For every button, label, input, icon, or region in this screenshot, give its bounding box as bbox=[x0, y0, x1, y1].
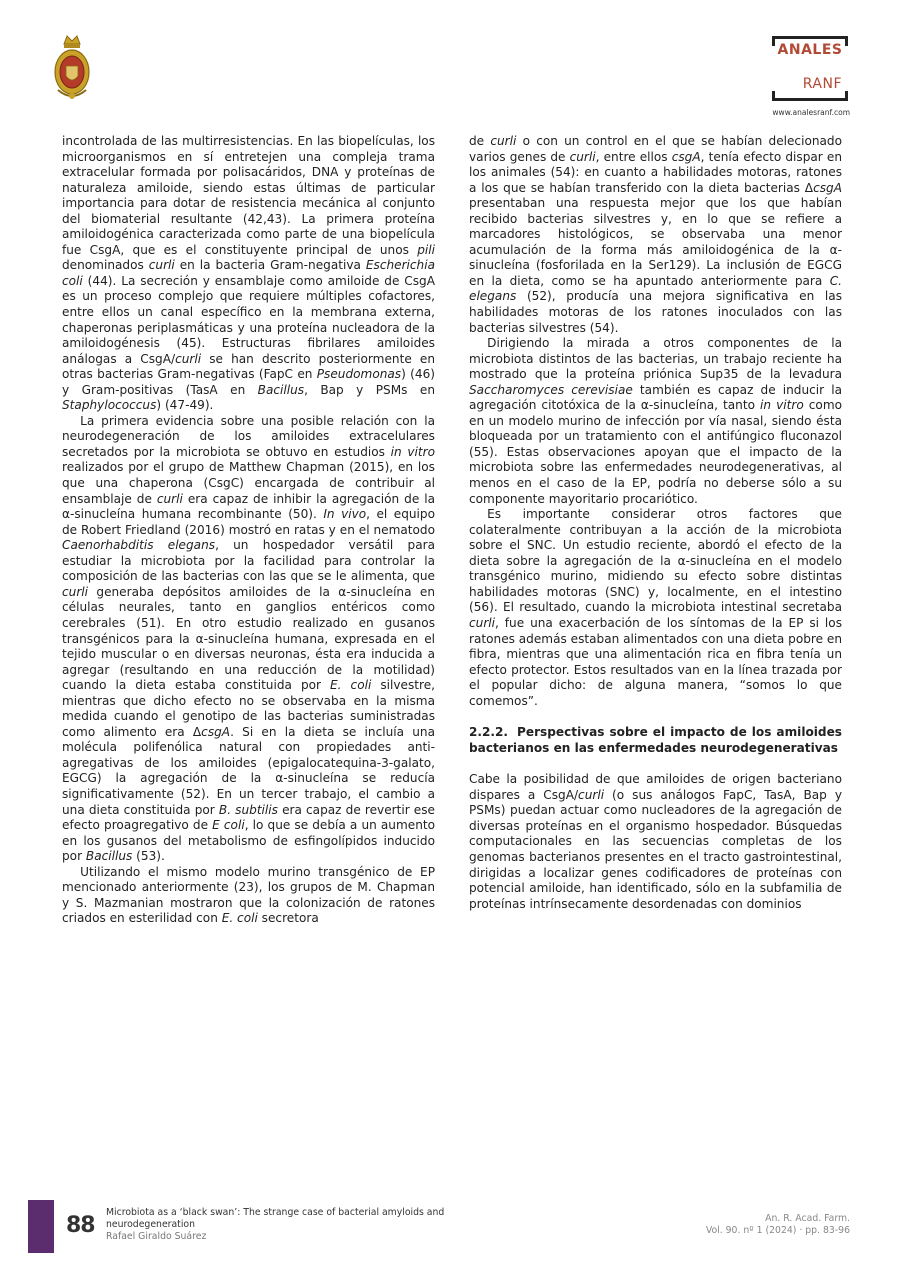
body-paragraph: de curli o con un control en el que se habían delecionado varios genes de curli, entre ellos csgA, tenía efecto dispar en los animales (54): en cuanto a habilidades motoras, ratones a los que se habían transferido con la dieta bacterias ΔcsgA presentaban una respuesta mejor que los que habían recibido bacterias silvestres y, en lo que se refiere a marcadores histológicos, se observaba una menor acumulación de la forma más amiloidogénica de la α-sinucleína (fosforilada en la Ser129). La inclusión de EGCG en la dieta, como se ha apuntado anteriormente para C. elegans (52), producía una mejora significativa en las habilidades motoras de los ratones inoculados con las bacterias silvestres (54). bbox=[469, 134, 842, 335]
website-url: www.analesranf.com bbox=[772, 108, 850, 117]
section-heading bbox=[469, 725, 842, 756]
body-paragraph: La primera evidencia sobre una posible relación con la neurodegeneración de los amiloides extracelulares secretados por la microbiota se obtuvo en estudios in vitro realizados por el grupo de Matthew Chapman (2015), en los que una chaperona (CsgC) encargada de contribuir al ensamblaje de curli era capaz de inhibir la agregación de la α-sinucleína humana recombinante (50). In vivo, el equipo de Robert Friedland (2016) mostró en ratas y en el nematodo Caenorhabditis elegans, un hospedador versátil para estudiar la microbiota por la facilidad para controlar la composición de las bacterias con las que se le alimenta, que curli generaba depósitos amiloides de la α-sinucleína en células neurales, tanto en ganglios entéricos como cerebrales (51). En otro estudio realizado en gusanos transgénicos para la α-sinucleína humana, expresada en el tejido muscular o en diversas neuronas, ésta era inducida a agregar (resultando en una reducción de la motilidad) cuando la dieta estaba constituida por E. coli silvestre, mientras que dicho efecto no se observaba en la misma medida cuando el genotipo de las bacterias suministradas como alimento era ΔcsgA. Si en la dieta se incluía una molécula polifenólica natural con propiedades anti-agregativas de los amiloides (epigalocatequina-3-galato, EGCG) la agregación de la α-sinucleína se reducía significativamente (52). En un tercer trabajo, el cambio a una dieta constituida por B. subtilis era capaz de revertir ese efecto proagregativo de E coli, lo que se debía a un aumento en los gusanos del metabolismo de esfingolípidos inducido por Bacillus (53). bbox=[62, 413, 436, 864]
footer-article-info bbox=[106, 1207, 466, 1243]
footer-author: Rafael Giraldo Suárez bbox=[106, 1231, 207, 1242]
logo-text-anales: ANALES bbox=[777, 42, 843, 58]
anales-ranf-logo bbox=[770, 36, 850, 104]
section-title: Perspectivas sobre el impacto de los amiloides bacterianos en las enfermedades neurodegenerativas bbox=[469, 725, 842, 755]
footer-article-title: Microbiota as a ‘black swan’: The strange case of bacterial amyloids and neurodegeneration bbox=[106, 1207, 445, 1230]
page-number: 88 bbox=[66, 1213, 95, 1238]
body-paragraph: incontrolada de las multirresistencias. En las biopelículas, los microorganismos en sí entretejen una compleja trama extracelular formada por polisacáridos, DNA y proteínas de naturaleza amiloide, siendo estas últimas de particular importancia para dotar de resistencia mecánica al conjunto del biomaterial resultante (42,43). La primera proteína amiloidogénica caracterizada como parte de una biopelícula fue CsgA, que es el constituyente principal de unos pili denominados curli en la bacteria Gram-negativa Escherichia coli (44). La secreción y ensamblaje como amiloide de CsgA es un proceso complejo que requiere múltiples cofactores, entre ellos un canal específico en la membrana externa, chaperonas periplasmáticas y una proteína nucleadora de la amiloidogénesis (45). Estructuras fibrilares amiloides análogas a CsgA/curli se han descrito posteriormente en otras bacterias Gram-negativas (FapC en Pseudomonas) (46) y Gram-positivas (TasA en Bacillus, Bap y PSMs en Staphylococcus) (47-49). bbox=[62, 134, 435, 413]
logo-text-ranf: RANF bbox=[802, 76, 842, 92]
academy-crest-logo bbox=[50, 32, 94, 104]
body-paragraph: Cabe la posibilidad de que amiloides de origen bacteriano dispares a CsgA/curli (o sus análogos FapC, TasA, Bap y PSMs) puedan actuar como nucleadores de la agregación de diversas proteínas en el organismo hospedador. Búsquedas computacionales en las secuencias completas de los genomas bacterianos presentes en el tracto gastrointestinal, dirigidas a localizar genes codificadores de proteínas con potencial amiloide, han identificado, sólo en la subfamilia de proteínas intrínsecamente desordenadas con dominios bbox=[469, 772, 842, 911]
footer-color-bar bbox=[28, 1200, 54, 1253]
right-column-paragraphs bbox=[469, 134, 842, 709]
right-column-paragraphs-after bbox=[469, 772, 842, 912]
footer-journal-info bbox=[706, 1213, 850, 1237]
body-paragraph: Dirigiendo la mirada a otros componentes de la microbiota distintos de las bacterias, un trabajo reciente ha mostrado que la proteína priónica Sup35 de la levadura Saccharomyces cerevisiae también es capaz de inducir la agregación citotóxica de la α-sinucleína, tanto in vitro como en un modelo murino de infección por vía nasal, siendo ésta bloqueada por un tratamiento con el antifúngico fluconazol (55). Estas observaciones apoyan que el impacto de la microbiota sobre las enfermedades neurodegenerativas, al menos en el caso de la EP, podría no deberse sólo a su componente mayoritario procariótico. bbox=[469, 336, 843, 506]
section-number: 2.2.2. bbox=[469, 725, 509, 740]
right-text-column bbox=[469, 134, 842, 912]
body-paragraph: Utilizando el mismo modelo murino transgénico de EP mencionado anteriormente (23), los grupos de M. Chapman y S. Mazmanian mostraron que la colonización de ratones criados en esterilidad con E. coli secretora bbox=[62, 864, 435, 926]
footer-volume: Vol. 90. nº 1 (2024) · pp. 83-96 bbox=[705, 1225, 850, 1236]
left-text-column bbox=[62, 134, 435, 927]
footer-journal: An. R. Acad. Farm. bbox=[765, 1213, 850, 1224]
body-paragraph: Es importante considerar otros factores que colateralmente contribuyan a la acción de la microbiota sobre el SNC. Un estudio reciente, abordó el efecto de la dieta sobre la agregación de la α-sinucleína en el modelo transgénico murino, midiendo su efecto sobre distintas habilidades motoras (SNC) y, localmente, en el intestino (56). El resultado, cuando la microbiota intestinal secretaba curli, fue una exacerbación de los síntomas de la EP si los ratones además estaban alimentados con una dieta pobre en fibra, mientras que una alimentación rica en fibra tenía un efecto protector. Estos resultados van en la línea trazada por el popular dicho: de alguna manera, “somos lo que comemos”. bbox=[469, 507, 842, 708]
